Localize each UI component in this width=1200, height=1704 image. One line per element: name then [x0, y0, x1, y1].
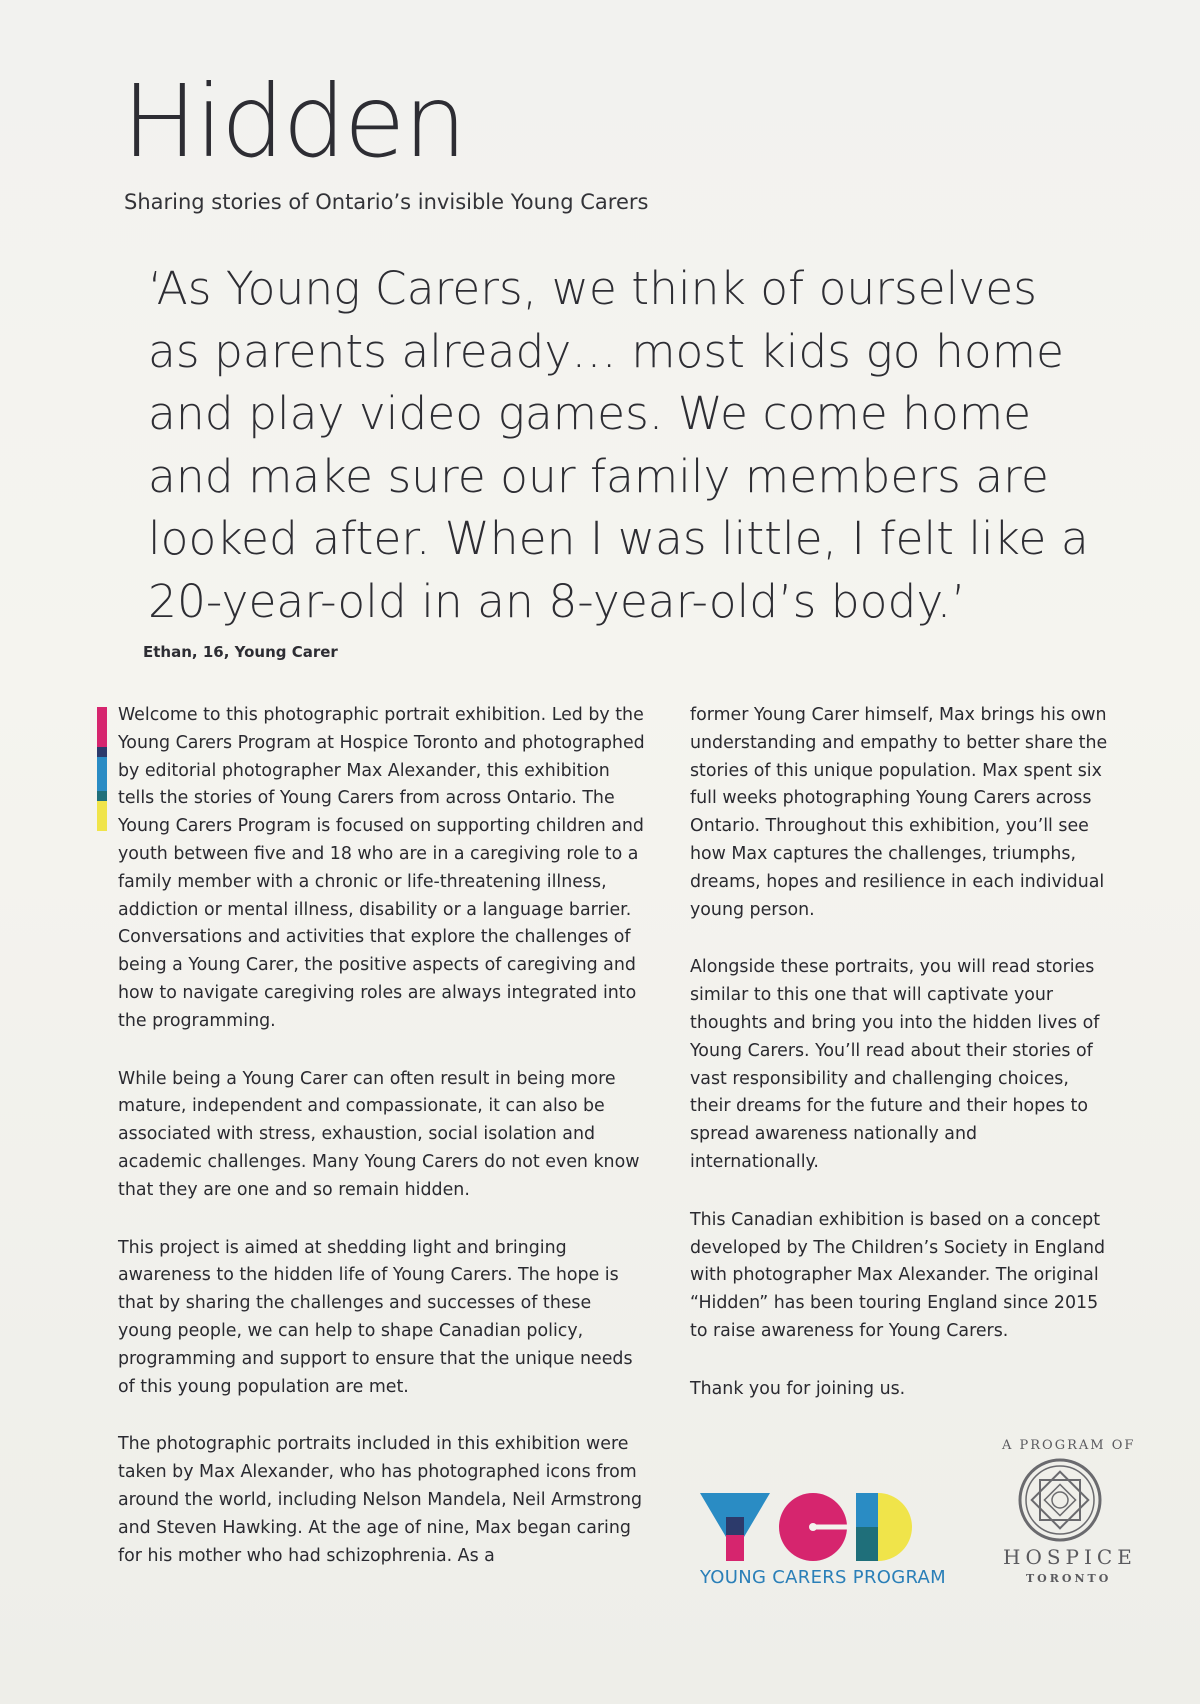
hospice-city: TORONTO: [1026, 1572, 1112, 1585]
poster-subtitle: Sharing stories of Ontario’s invisible Young Carers: [124, 190, 649, 214]
body-paragraph: This project is aimed at shedding light and bringing awareness to the hidden life of Young Carers. The hope is that by sharing the challenges and successes of these young people, we can help to shape Canadian policy, programming and support to ensure that the unique needs of this young population are met.: [118, 1237, 633, 1397]
body-paragraph: While being a Young Carer can often result in being more mature, independent and compassionate, it can also be associated with stress, exhaustion, social isolation and academic challenges. Many Young Carers do not even know that they are one and so remain hidden.: [118, 1068, 640, 1200]
body-column-right: [690, 702, 1110, 1434]
color-accent-bar: [97, 707, 107, 831]
ycp-logo-icon: [698, 1487, 938, 1567]
accent-bar-segment: [97, 757, 107, 791]
body-paragraph: Alongside these portraits, you will read stories similar to this one that will captivate your thoughts and bring you into the hidden lives of Young Carers. You’ll read about their stories of vast responsibility and challenging choices, their dreams for the future and their hopes to spread awareness nationally and internationally.: [690, 957, 1100, 1172]
accent-bar-segment: [97, 791, 107, 801]
body-paragraph: Thank you for joining us.: [690, 1378, 906, 1399]
poster-title: Hidden: [122, 63, 465, 180]
accent-bar-segment: [97, 747, 107, 757]
pull-quote: ‘As Young Carers, we think of ourselves as parents already… most kids go home and play video games. We come home and make sure our family members are looked after. When I was little, I felt like a 20-year-old in an 8-year-old’s body.’: [148, 262, 1089, 628]
accent-bar-segment: [97, 801, 107, 831]
quote-attribution: Ethan, 16, Young Carer: [143, 643, 338, 661]
program-of-label: A PROGRAM OF: [1002, 1438, 1136, 1453]
ycp-name: YOUNG CARERS PROGRAM: [700, 1567, 947, 1588]
accent-bar-segment: [97, 707, 107, 747]
body-paragraph: former Young Carer himself, Max brings his own understanding and empathy to better share the stories of this unique population. Max spent six full weeks photographing Young Carers across Ontario. Throughout this exhibition, you’ll see how Max captures the challenges, triumphs, dreams, hopes and resilience in each individual young person.: [690, 705, 1108, 920]
hospice-emblem-icon: [1018, 1458, 1102, 1542]
body-column-left: [118, 702, 648, 1600]
hospice-name: HOSPICE: [1003, 1545, 1137, 1569]
body-paragraph: The photographic portraits included in this exhibition were taken by Max Alexander, who has photographed icons from around the world, including Nelson Mandela, Neil Armstrong and Steven Hawking. At the age of nine, Max began caring for his mother who had schizophrenia. As a: [118, 1434, 643, 1566]
body-paragraph: This Canadian exhibition is based on a concept developed by The Children’s Society in England with photographer Max Alexander. The original “Hidden” has been touring England since 2015 to raise awareness for Young Carers.: [690, 1209, 1106, 1341]
body-paragraph: Welcome to this photographic portrait exhibition. Led by the Young Carers Program at Hospice Toronto and photographed by editorial photographer Max Alexander, this exhibition tells the stories of Young Carers from across Ontario. The Young Carers Program is focused on supporting children and youth between five and 18 who are in a caregiving role to a family member with a chronic or life-threatening illness, addiction or mental illness, disability or a language barrier. Conversations and activities that explore the challenges of being a Young Carer, the positive aspects of caregiving and how to navigate caregiving roles are always integrated into the programming.: [118, 705, 645, 1031]
